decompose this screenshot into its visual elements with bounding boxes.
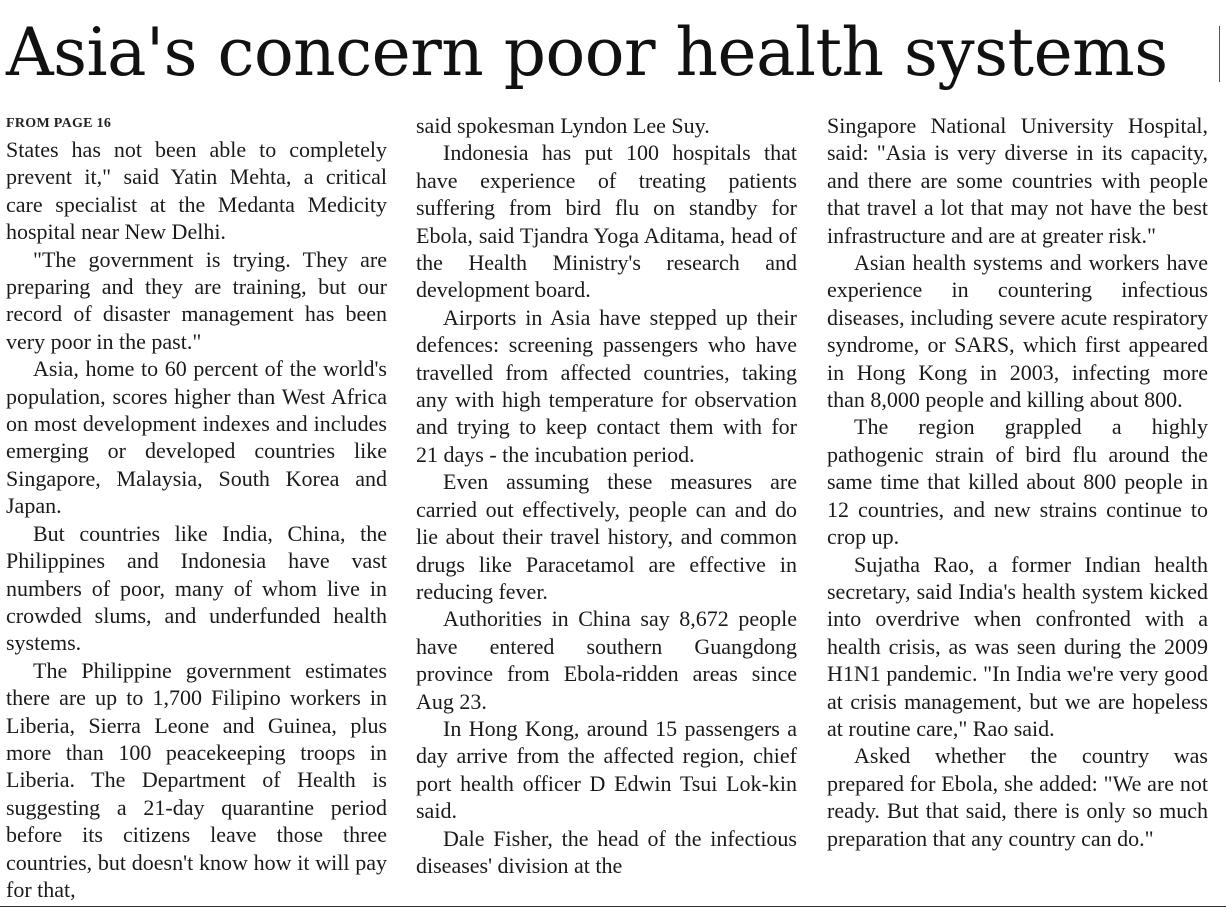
paragraph: But countries like India, China, the Philippines and Indonesia have vast numbers of poor, many of whom live in crowded slums, and underfunded health systems. bbox=[6, 520, 387, 656]
paragraph: The region grappled a highly pathogenic strain of bird flu around the same time that killed about 800 people in 12 countries, and new strains continue to crop up. bbox=[827, 414, 1208, 550]
paragraph: Singapore National University Hospital, said: "Asia is very diverse in its capacity, and there are some countries with people that travel a lot that may not have the best infrastructure and are at greater risk." bbox=[827, 113, 1208, 248]
paragraph: Sujatha Rao, a former Indian health secretary, said India's health system kicked into overdrive when confronted with a health crisis, as was seen during the 2009 H1N1 pandemic. "In India we're very good at crisis management, but we are hopeless at routine care," Rao said. bbox=[827, 551, 1208, 741]
paragraph: Asia, home to 60 percent of the world's population, scores higher than West Africa on most development indexes and includes emerging or developed countries like Singapore, Malaysia, South Korea and Japan. bbox=[6, 356, 387, 519]
paragraph: Even assuming these measures are carried out effectively, people can and do lie about their travel history, and common drugs like Paracetamol are effective in reducing fever. bbox=[416, 469, 797, 604]
article-column-1 bbox=[6, 112, 387, 902]
paragraph: "The government is trying. They are preparing and they are training, but our record of disaster management has been very poor in the past." bbox=[6, 246, 387, 354]
paragraph: Asian health systems and workers have experience in countering infectious diseases, including severe acute respiratory syndrome, or SARS, which first appeared in Hong Kong in 2003, infecting more than 8,000 people and killing about 800. bbox=[827, 250, 1208, 413]
paragraph: Asked whether the country was prepared for Ebola, she added: "We are not ready. But that said, there is only so much preparation that any country can do." bbox=[827, 743, 1208, 851]
paragraph: Indonesia has put 100 hospitals that have experience of treating patients suffering from bird flu on standby for Ebola, said Tjandra Yoga Aditama, head of the Health Ministry's research and development board. bbox=[416, 140, 797, 303]
edge-rule bbox=[1219, 26, 1220, 82]
paragraph: Airports in Asia have stepped up their defences: screening passengers who have travelled from affected countries, taking any with high temperature for observation and trying to keep contact them with for 21 days - the incubation period. bbox=[416, 304, 797, 467]
article-column-3 bbox=[827, 112, 1208, 896]
paragraph: In Hong Kong, around 15 passengers a day arrive from the affected region, chief port health officer D Edwin Tsui Lok-kin said. bbox=[416, 715, 797, 824]
article-column-2 bbox=[416, 112, 797, 896]
paragraph: The Philippine government estimates there are up to 1,700 Filipino workers in Liberia, Sierra Leone and Guinea, plus more than 100 peacekeeping troops in Liberia. The Department of Health is suggesting a 21-day quarantine period before its citizens leave those three countries, but doesn't know how it will pay for that, bbox=[6, 657, 387, 902]
paragraph: said spokesman Lyndon Lee Suy. bbox=[416, 113, 710, 138]
bottom-rule bbox=[0, 906, 1226, 907]
from-page-label: FROM PAGE 16 bbox=[6, 116, 112, 131]
paragraph: Dale Fisher, the head of the infectious diseases' division at the bbox=[416, 825, 797, 878]
headline: Asia's concern poor health systems bbox=[6, 14, 1168, 91]
paragraph: Authorities in China say 8,672 people have entered southern Guangdong province from Ebola-ridden areas since Aug 23. bbox=[416, 606, 797, 714]
paragraph: States has not been able to completely prevent it," said Yatin Mehta, a critical care specialist at the Medanta Medicity hospital near New Delhi. bbox=[6, 137, 387, 245]
